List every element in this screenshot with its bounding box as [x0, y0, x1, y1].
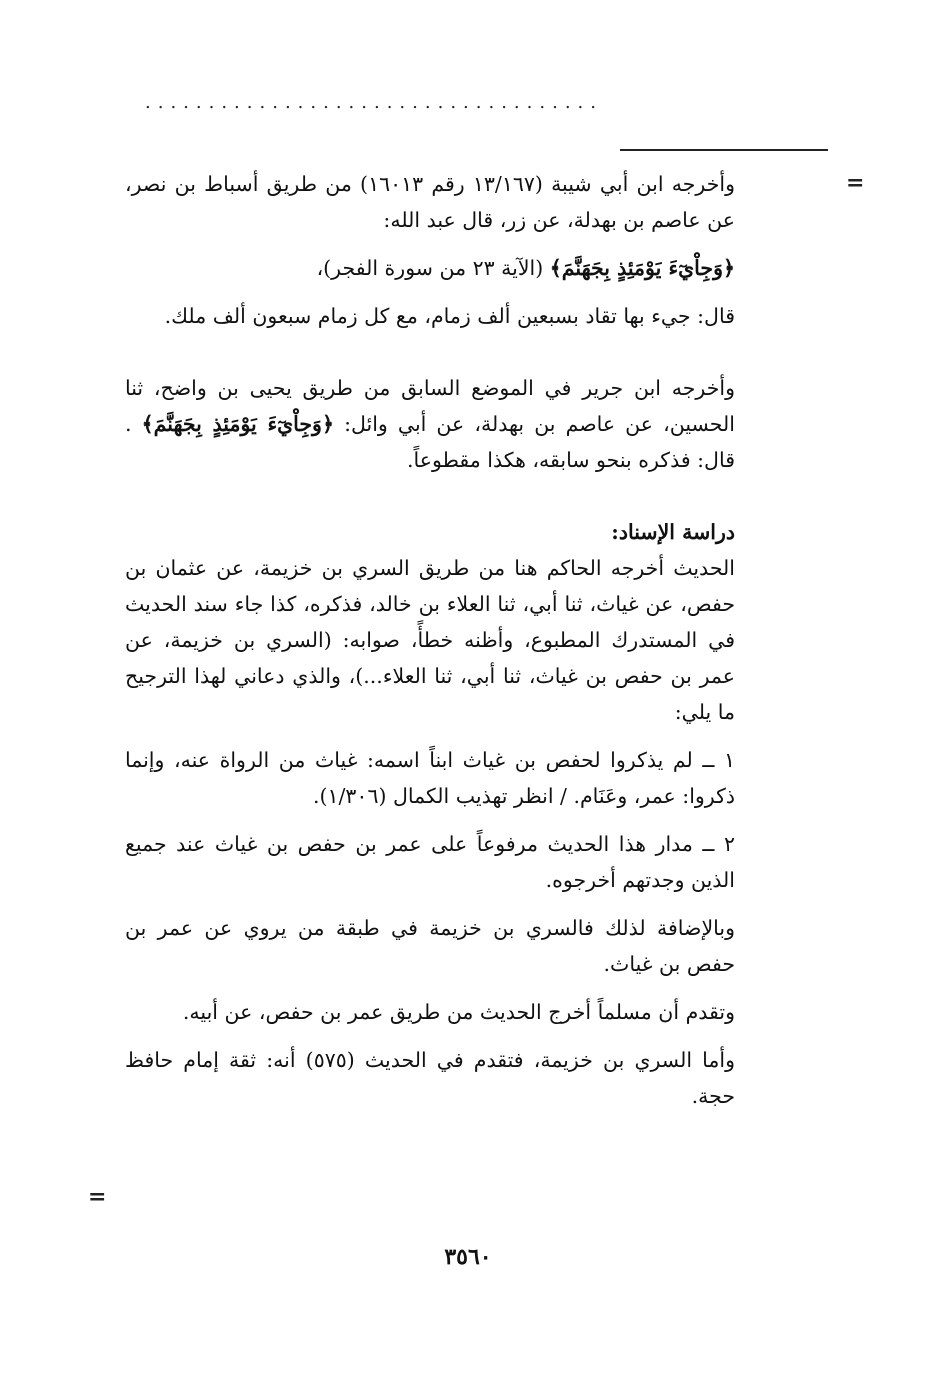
paragraph-isnad-analysis: الحديث أخرجه الحاكم هنا من طريق السري بن خزيمة، عن عثمان بن حفص، عن غياث، ثنا أبي، ثنا العلاء بن خالد، فذكره، كذا جاء سند الحديث في المستدرك المطبوع، وأظنه خطأً، صوابه: (السري بن خزيمة، عن عمر بن حفص بن غياث، ثنا أبي، ثنا العلاء...)، والذي دعاني لهذا الترجيح ما يلي:	[125, 556, 735, 724]
paragraph-sari-tabaqa: وبالإضافة لذلك فالسري بن خزيمة في طبقة من يروي عن عمر بن حفص بن غياث.	[125, 916, 735, 976]
paragraph-qala-seventy-thousand: قال: جيء بها تقاد بسبعين ألف زمام، مع كل زمام سبعون ألف ملك.	[164, 304, 735, 328]
footnote-separator-rule	[620, 149, 828, 151]
continuation-marker-top: =	[846, 170, 865, 196]
section-heading-isnad-study: دراسة الإسناد:	[611, 520, 735, 544]
paragraph-muslim-narration: وتقدم أن مسلماً أخرج الحديث من طريق عمر بن حفص، عن أبيه.	[182, 1000, 735, 1024]
header-dotted-line: ....................................	[145, 92, 603, 113]
paragraph-ibn-abi-shaybah: وأخرجه ابن أبي شيبة (١٣/١٦٧ رقم ١٦٠١٣) من طريق أسباط بن نصر، عن عاصم بن بهدلة، عن زر، قال عبد الله:	[125, 172, 735, 232]
quran-verse-line	[125, 250, 735, 286]
quran-verse-inline: ﴿وَجِاْيٓءَ يَوْمَئِذٍ بِجَهَنَّمَ﴾	[141, 412, 334, 436]
footnote-body	[125, 166, 735, 1126]
quran-verse: ﴿وَجِاْيٓءَ يَوْمَئِذٍ بِجَهَنَّمَ﴾	[549, 256, 735, 280]
verse-reference: (الآية ٢٣ من سورة الفجر)،	[316, 256, 544, 280]
page-number: ٣٥٦٠	[444, 1244, 492, 1270]
continuation-marker-bottom: =	[88, 1184, 107, 1210]
paragraph-ibn-jarir	[125, 370, 735, 478]
paragraph-sari-grading: وأما السري بن خزيمة، فتقدم في الحديث (٥٧٥) أنه: ثقة إمام حافظ حجة.	[125, 1048, 735, 1108]
ibn-jarir-text: وأخرجه ابن جرير في الموضع السابق من طريق يحيى بن واضح، ثنا الحسين، عن عاصم بن بهدلة، عن أبي وائل:	[125, 376, 735, 436]
ibn-jarir-conclusion: . قال: فذكره بنحو سابقه، هكذا مقطوعاً.	[125, 412, 735, 472]
list-item-reason-1: ١ ــ لم يذكروا لحفص بن غياث ابناً اسمه: غياث من الرواة عنه، وإنما ذكروا: عمر، وعَنَام. / انظر تهذيب الكمال (١/٣٠٦).	[125, 748, 735, 808]
list-item-reason-2: ٢ ــ مدار هذا الحديث مرفوعاً على عمر بن حفص بن غياث عند جميع الذين وجدتهم أخرجوه.	[125, 832, 735, 892]
